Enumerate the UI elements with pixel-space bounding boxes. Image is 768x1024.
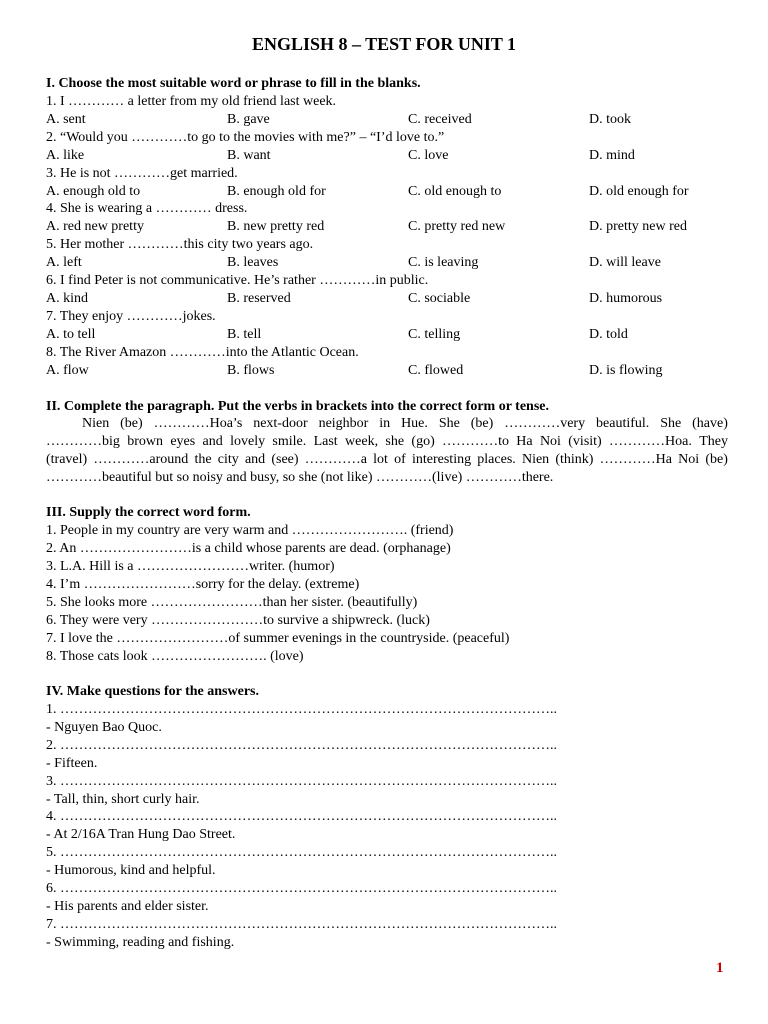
answer-option-d: D. old enough for (589, 183, 689, 199)
answer-option-c: C. received (408, 112, 472, 127)
paragraph-word: They (699, 434, 728, 449)
answer-option-d: D. humorous (589, 291, 663, 306)
question-text: 8. The River Amazon …………into the Atlantic Ocean. (46, 344, 359, 360)
question-blank-line: 5. …………………………………………………………………………………………….. (46, 845, 557, 861)
paragraph-word: next-door (253, 416, 308, 431)
paragraph-word: eyes (170, 434, 196, 449)
answer-option-d: D. told (589, 326, 628, 342)
paragraph-word: lot (373, 452, 388, 467)
paragraph-word: Last (313, 434, 338, 449)
paragraph-word: Hue. (401, 416, 428, 431)
paragraph-word: …………beautiful but so noisy and busy, so she (not like) …………(live) …………there. (46, 470, 554, 485)
word-form-item: 8. Those cats look ……………………. (love) (46, 649, 304, 664)
paragraph-word: (think) (555, 452, 594, 467)
answer-text: - At 2/16A Tran Hung Dao Street. (46, 827, 236, 843)
answer-text: - Tall, thin, short curly hair. (46, 791, 200, 807)
paragraph-line (46, 452, 728, 468)
answer-text: - Nguyen Bao Quoc. (46, 720, 162, 735)
paragraph-word: (be) (470, 416, 494, 431)
question-text: 6. I find Peter is not communicative. He’s rather …………in public. (46, 273, 429, 288)
paragraph-word: Ha (516, 434, 533, 449)
answer-option-d: D. took (589, 112, 631, 127)
answer-option-d: D. pretty new red (589, 219, 687, 235)
answer-option-c: C. love (408, 147, 449, 163)
paragraph-word: the (194, 452, 212, 467)
answer-option-d: D. will leave (589, 255, 661, 271)
paragraph-word: She (438, 416, 460, 431)
answer-option-b: B. tell (227, 326, 262, 342)
word-form-item: 1. People in my country are very warm and ……………………. (friend) (46, 523, 454, 538)
paragraph-word: (see) (271, 452, 299, 467)
paragraph-word: Nien (521, 452, 550, 467)
paragraph-word: Noi (539, 434, 561, 449)
paragraph-word: brown (127, 434, 163, 449)
question-blank-line: 2. …………………………………………………………………………………………….. (46, 737, 557, 753)
paragraph-word: week, (345, 434, 379, 449)
paragraph-word: interesting (411, 452, 472, 467)
answer-option-a: A. kind (46, 291, 88, 306)
answer-option-c: C. telling (408, 326, 461, 342)
answer-option-d: D. is flowing (589, 362, 663, 378)
question-text: 4. She is wearing a ………… dress. (46, 201, 248, 217)
answer-option-d: D. mind (589, 147, 635, 163)
answer-option-a: A. red new pretty (46, 219, 144, 235)
answer-text: - His parents and elder sister. (46, 899, 209, 914)
answer-option-b: B. new pretty red (227, 219, 325, 235)
paragraph-word: (have) (692, 416, 728, 431)
page-number: 1 (716, 960, 724, 976)
word-form-item: 2. An ……………………is a child whose parents are dead. (orphanage) (46, 541, 451, 556)
word-form-item: 5. She looks more ……………………than her sister. (beautifully) (46, 595, 418, 610)
answer-option-a: A. flow (46, 362, 89, 378)
answer-option-c: C. flowed (408, 362, 464, 378)
paragraph-word: …………Ha (599, 452, 672, 467)
paragraph-word: beautiful. (596, 416, 650, 431)
answer-option-b: B. reserved (227, 291, 291, 306)
answer-text: - Humorous, kind and helpful. (46, 863, 216, 879)
paragraph-word: …………Hoa. (609, 434, 692, 449)
word-form-item: 6. They were very ……………………to survive a shipwreck. (luck) (46, 613, 430, 628)
answer-option-a: A. to tell (46, 326, 96, 342)
question-blank-line: 7. …………………………………………………………………………………………….. (46, 916, 557, 932)
paragraph-word: lovely (230, 434, 266, 449)
question-blank-line: 6. …………………………………………………………………………………………….. (46, 881, 557, 896)
section-1-heading: I. Choose the most suitable word or phrase to fill in the blanks. (46, 76, 421, 91)
page-title: ENGLISH 8 – TEST FOR UNIT 1 (251, 34, 517, 54)
answer-option-b: B. enough old for (227, 183, 326, 199)
answer-text: - Fifteen. (46, 755, 98, 771)
paragraph-word: city (217, 452, 239, 467)
paragraph-word: Noi (678, 452, 700, 467)
section-4-heading: IV. Make questions for the answers. (46, 684, 259, 699)
paragraph-word: she (385, 434, 405, 449)
question-text: 2. “Would you …………to go to the movies with me?” – “I’d love to.” (46, 129, 445, 145)
word-form-item: 4. I’m ……………………sorry for the delay. (extreme) (46, 577, 360, 592)
question-blank-line: 1. …………………………………………………………………………………………….. (46, 702, 557, 717)
answer-option-b: B. leaves (227, 255, 279, 271)
paragraph-word: in (379, 416, 391, 431)
paragraph-word: (go) (411, 434, 435, 449)
paragraph-word: …………around (93, 452, 189, 467)
paragraph-word: of (394, 452, 406, 467)
paragraph-word: She (660, 416, 682, 431)
paragraph-word: neighbor (318, 416, 369, 431)
paragraph-word: (be) (705, 452, 728, 467)
question-text: 1. I ………… a letter from my old friend last week. (46, 94, 337, 109)
answer-option-b: B. flows (227, 362, 275, 378)
answer-option-a: A. sent (46, 112, 86, 127)
paragraph-word: (be) (120, 416, 143, 431)
paragraph-word: smile. (272, 434, 307, 449)
question-text: 5. Her mother …………this city two years ago. (46, 237, 314, 253)
paragraph-word: …………a (304, 452, 367, 467)
paragraph-word: …………very (504, 416, 586, 431)
paragraph-line (82, 416, 728, 432)
paragraph-word: and (202, 434, 223, 449)
question-text: 3. He is not …………get married. (46, 165, 238, 181)
paragraph-word: (travel) (46, 452, 88, 467)
word-form-item: 3. L.A. Hill is a ……………………writer. (humor) (46, 559, 335, 574)
answer-option-a: A. like (46, 147, 85, 163)
answer-option-c: C. pretty red new (408, 219, 506, 235)
answer-option-b: B. gave (227, 112, 270, 127)
word-form-item: 7. I love the ……………………of summer evenings in the countryside. (peaceful) (46, 631, 510, 646)
answer-option-a: A. left (46, 255, 82, 271)
answer-option-a: A. enough old to (46, 183, 141, 199)
paragraph-word: Nien (82, 416, 110, 431)
question-blank-line: 4. …………………………………………………………………………………………….. (46, 809, 557, 825)
paragraph-word: (visit) (568, 434, 602, 449)
answer-option-c: C. sociable (408, 291, 471, 306)
section-2-heading: II. Complete the paragraph. Put the verbs in brackets into the correct form or tense. (46, 399, 550, 414)
answer-option-c: C. is leaving (408, 255, 479, 271)
paragraph-line (46, 470, 728, 486)
answer-option-c: C. old enough to (408, 183, 502, 199)
paragraph-word: and (244, 452, 266, 467)
answer-option-b: B. want (227, 147, 271, 163)
question-text: 7. They enjoy …………jokes. (46, 308, 216, 324)
paragraph-word: …………big (46, 434, 120, 449)
paragraph-word: places. (477, 452, 516, 467)
question-blank-line: 3. …………………………………………………………………………………………….. (46, 773, 557, 789)
paragraph-word: …………Hoa’s (153, 416, 243, 431)
section-3-heading: III. Supply the correct word form. (46, 505, 251, 520)
answer-text: - Swimming, reading and fishing. (46, 934, 235, 950)
paragraph-word: …………to (442, 434, 509, 449)
paragraph-line (46, 434, 728, 450)
